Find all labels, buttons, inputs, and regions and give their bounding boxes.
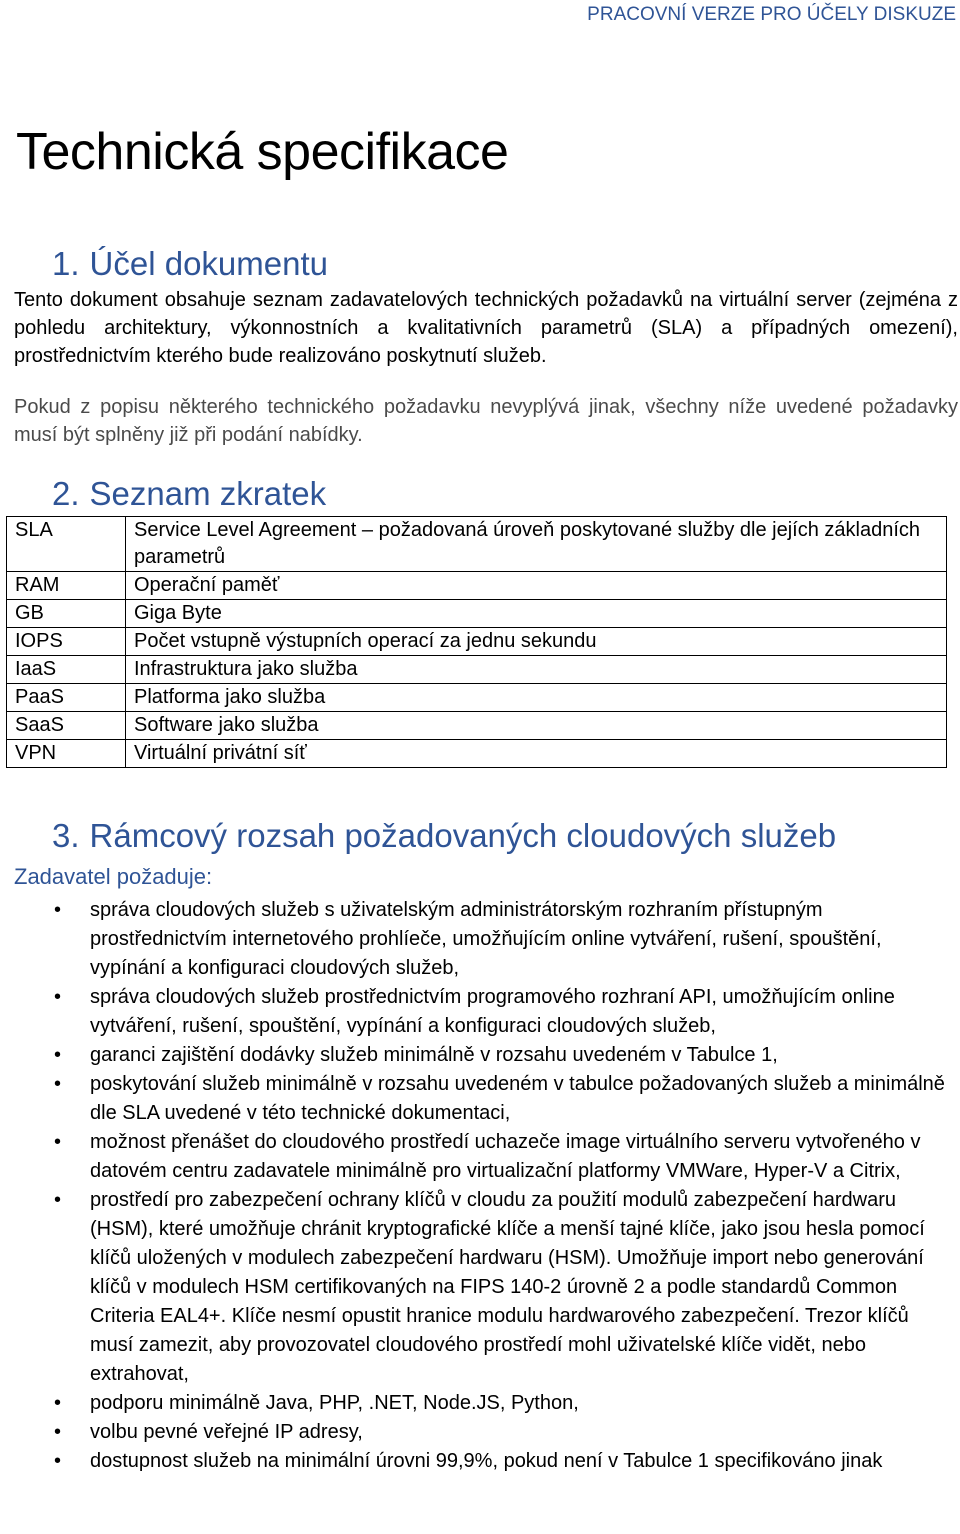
bullet-icon: • bbox=[54, 1131, 62, 1153]
description-cell: Infrastruktura jako služba bbox=[126, 656, 947, 684]
description-cell: Platforma jako služba bbox=[126, 684, 947, 712]
table-row bbox=[7, 712, 947, 740]
list-item-text: poskytování služeb minimálně v rozsahu uvedeném v tabulce požadovaných služeb a minimálně dle SLA uvedené v této technické dokumentaci, bbox=[90, 1073, 945, 1124]
description-cell: Počet vstupně výstupních operací za jednu sekundu bbox=[126, 628, 947, 656]
abbreviation-cell: SLA bbox=[7, 517, 126, 572]
list-item bbox=[0, 1389, 950, 1418]
abbreviation-cell: PaaS bbox=[7, 684, 126, 712]
list-item bbox=[0, 1070, 950, 1128]
bullet-icon: • bbox=[54, 1421, 62, 1443]
abbreviation-cell: IOPS bbox=[7, 628, 126, 656]
list-item-text: prostředí pro zabezpečení ochrany klíčů v cloudu za použití modulů zabezpečení hardwaru (HSM), které umožňuje chránit kryptografické klíče a menší tajné klíče, jako jsou hesla pomocí klíčů uložených v modulech zabezpečení hardwaru (HSM). Umožňuje import nebo generování klíčů v modulech HSM certifikovaných na FIPS 140-2 úrovně 2 a podle standardů Common Criteria EAL4+. Klíče nesmí opustit hranice modulu hardwarového zabezpečení. Trezor klíčů musí zamezit, aby provozovatel cloudového prostředí mohl uživatelské klíče vidět, nebo extrahovat, bbox=[90, 1189, 925, 1385]
requirements-label: Zadavatel požaduje: bbox=[14, 864, 213, 889]
list-item bbox=[0, 983, 950, 1041]
section-2-heading: 2. Seznam zkratek bbox=[52, 475, 327, 512]
list-item-text: volbu pevné veřejné IP adresy, bbox=[90, 1421, 363, 1443]
list-item bbox=[0, 1447, 950, 1476]
section-1-paragraph-1: Tento dokument obsahuje seznam zadavatelových technických požadavků na virtuální server (zejména z pohledu architektury, výkonnostních a kvalitativních parametrů (SLA) a případných omezení), prostřednictvím kterého bude realizováno poskytnutí služeb. bbox=[14, 289, 958, 367]
list-item bbox=[0, 896, 950, 983]
abbreviation-cell: IaaS bbox=[7, 656, 126, 684]
section-3-heading: 3. Rámcový rozsah požadovaných cloudových služeb bbox=[52, 817, 837, 854]
description-cell: Software jako služba bbox=[126, 712, 947, 740]
abbreviation-cell: RAM bbox=[7, 572, 126, 600]
description-cell: Giga Byte bbox=[126, 600, 947, 628]
list-item-text: garanci zajištění dodávky služeb minimálně v rozsahu uvedeném v Tabulce 1, bbox=[90, 1044, 778, 1066]
draft-header: PRACOVNÍ VERZE PRO ÚČELY DISKUZE bbox=[587, 4, 956, 25]
list-item bbox=[0, 1186, 950, 1389]
bullet-icon: • bbox=[54, 1450, 62, 1472]
list-item bbox=[0, 1418, 950, 1447]
bullet-icon: • bbox=[54, 986, 62, 1008]
table-row bbox=[7, 600, 947, 628]
abbreviation-cell: VPN bbox=[7, 740, 126, 768]
list-item-text: správa cloudových služeb s uživatelským administrátorským rozhraním přístupným prostřednictvím internetového prohlíeče, umožňujícím online vytváření, rušení, spouštění, vypínání a konfiguraci cloudových služeb, bbox=[90, 899, 882, 979]
table-row bbox=[7, 656, 947, 684]
table-row bbox=[7, 740, 947, 768]
list-item-text: dostupnost služeb na minimální úrovni 99,9%, pokud není v Tabulce 1 specifikováno jinak bbox=[90, 1450, 883, 1472]
abbreviation-cell: GB bbox=[7, 600, 126, 628]
description-cell: Operační paměť bbox=[126, 572, 947, 600]
bullet-icon: • bbox=[54, 1044, 62, 1066]
bullet-icon: • bbox=[54, 1189, 62, 1211]
section-1-paragraph-2: Pokud z popisu některého technického požadavku nevyplývá jinak, všechny níže uvedené požadavky musí být splněny již při podání nabídky. bbox=[14, 396, 958, 446]
list-item-text: podporu minimálně Java, PHP, .NET, Node.JS, Python, bbox=[90, 1392, 579, 1414]
table-row bbox=[7, 628, 947, 656]
table-row bbox=[7, 684, 947, 712]
bullet-icon: • bbox=[54, 899, 62, 921]
list-item bbox=[0, 1041, 950, 1070]
requirements-list bbox=[0, 896, 950, 1476]
list-item bbox=[0, 1128, 950, 1186]
bullet-icon: • bbox=[54, 1392, 62, 1414]
table-row bbox=[7, 517, 947, 572]
document-title: Technická specifikace bbox=[16, 123, 509, 181]
abbreviations-table bbox=[6, 516, 947, 768]
list-item-text: možnost přenášet do cloudového prostředí uchazeče image virtuálního serveru vytvořeného v datovém centru zadavatele minimálně pro virtualizační platformy VMWare, Hyper-V a Citrix, bbox=[90, 1131, 921, 1182]
description-cell: Virtuální privátní síť bbox=[126, 740, 947, 768]
description-cell: Service Level Agreement – požadovaná úroveň poskytované služby dle jejích základních parametrů bbox=[126, 517, 947, 572]
table-row bbox=[7, 572, 947, 600]
abbreviation-cell: SaaS bbox=[7, 712, 126, 740]
section-1-heading: 1. Účel dokumentu bbox=[52, 245, 328, 282]
list-item-text: správa cloudových služeb prostřednictvím programového rozhraní API, umožňujícím online vytváření, rušení, spouštění, vypínání a konfiguraci cloudových služeb, bbox=[90, 986, 895, 1037]
bullet-icon: • bbox=[54, 1073, 62, 1095]
